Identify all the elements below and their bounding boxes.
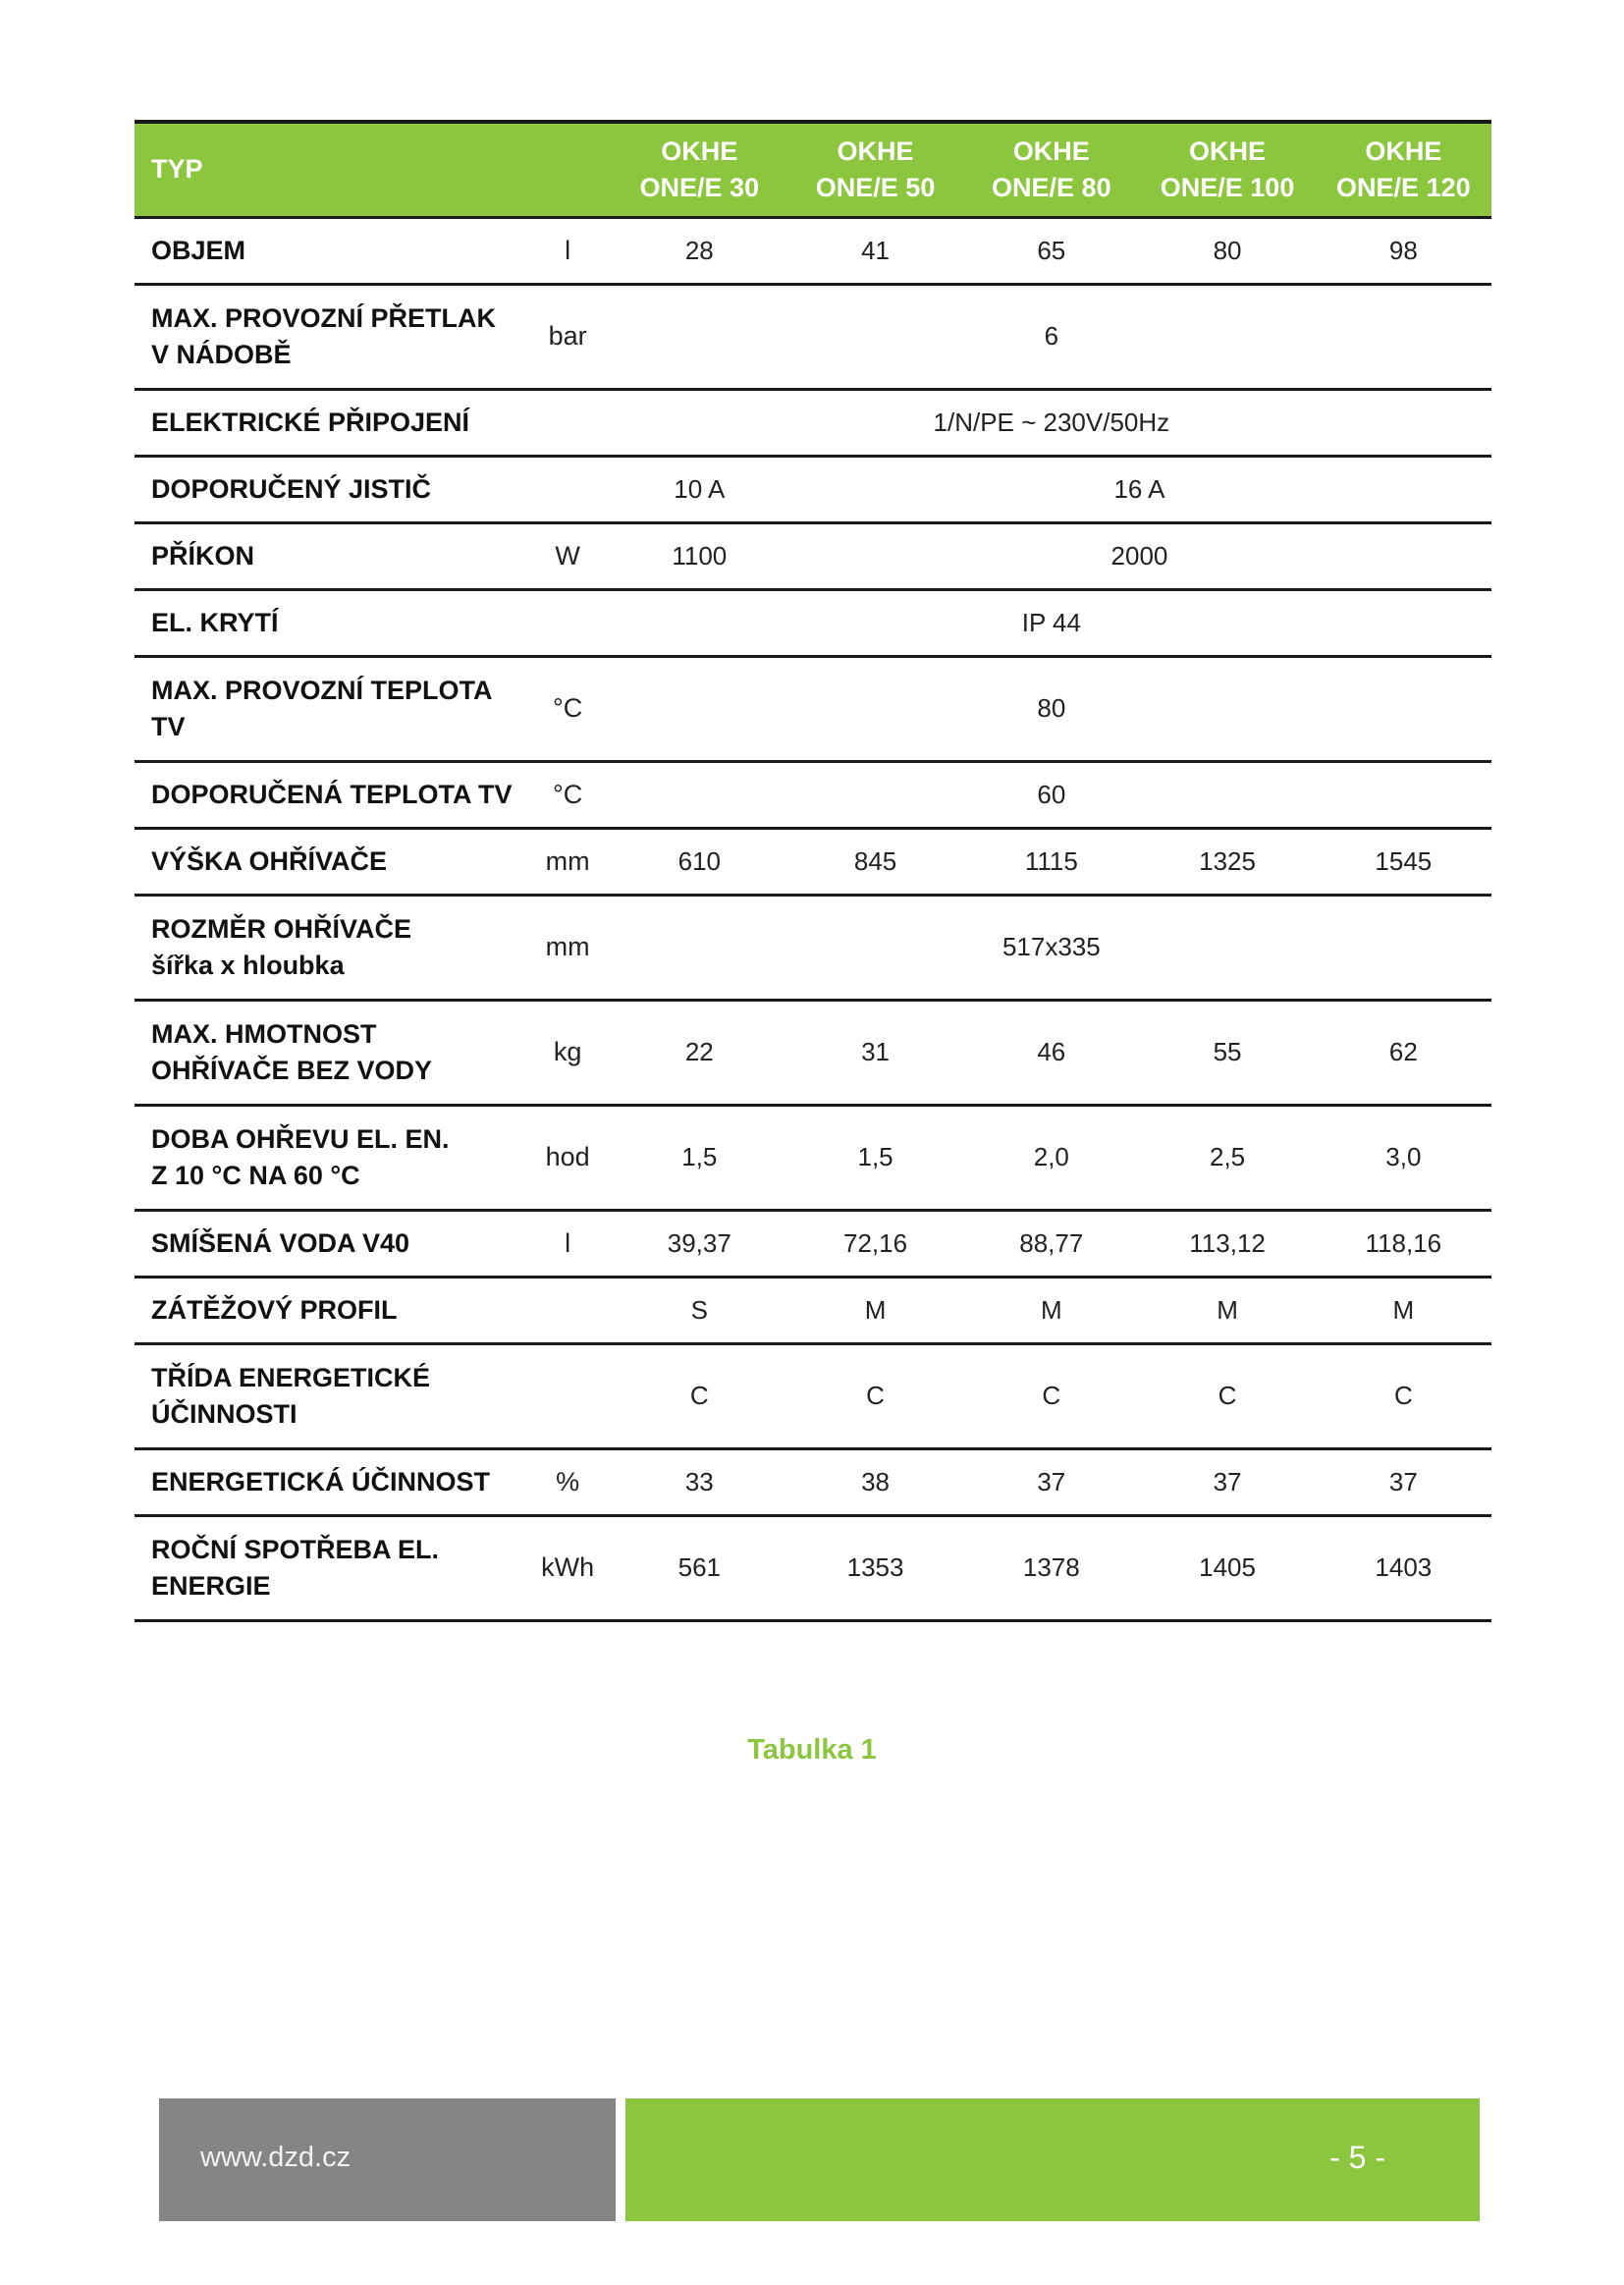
row-unit: mm [545, 932, 590, 961]
row-unit: °C [552, 779, 583, 809]
cell-value-merged: IP 44 [1021, 607, 1081, 637]
cell-value: 1405 [1199, 1552, 1256, 1582]
row-unit: % [556, 1466, 580, 1496]
header-unit [524, 122, 612, 217]
row-label: DOPORUČENÝ JISTIČ [151, 473, 432, 504]
cell-value: M [1392, 1294, 1415, 1325]
cell-value: C [1393, 1381, 1413, 1410]
cell-value: 72,16 [843, 1227, 908, 1258]
table-header-row [135, 122, 1491, 217]
header-model: OKHE ONE/E 50 [815, 136, 936, 202]
cell-value: 2,5 [1209, 1142, 1246, 1171]
table-row-ucinnost [135, 1448, 1491, 1515]
row-label: MAX. PROVOZNÍ PŘETLAK V NÁDOBĚ [151, 302, 497, 369]
cell-value-merged: 16 A [1113, 473, 1165, 504]
cell-value-merged: 2000 [1110, 540, 1168, 571]
table-row-spotreba [135, 1515, 1491, 1620]
row-unit: l [565, 235, 571, 265]
cell-value: 1353 [846, 1552, 904, 1582]
page-number: - 5 - [1329, 2140, 1385, 2175]
row-label: ELEKTRICKÉ PŘIPOJENÍ [151, 407, 470, 437]
row-unit: mm [545, 845, 590, 876]
header-model: OKHE ONE/E 30 [639, 136, 760, 202]
table-row-kryti [135, 589, 1491, 656]
cell-value-merged: 517x335 [1001, 932, 1101, 961]
cell-value: 46 [1037, 1037, 1066, 1066]
table-row-profil [135, 1277, 1491, 1343]
row-unit [524, 1343, 612, 1448]
cell-value-merged: 80 [1037, 693, 1066, 723]
cell-value: C [866, 1381, 885, 1410]
row-label: MAX. HMOTNOST OHŘÍVAČE BEZ VODY [151, 1018, 433, 1085]
cell-value: 2,0 [1033, 1142, 1069, 1171]
row-label: TŘÍDA ENERGETICKÉ ÚČINNOSTI [151, 1362, 431, 1429]
header-model: OKHE ONE/E 100 [1160, 136, 1295, 202]
row-unit [524, 456, 612, 522]
cell-value: 113,12 [1189, 1227, 1266, 1258]
footer-left-panel [159, 2098, 616, 2221]
cell-value: 33 [684, 1466, 714, 1496]
cell-value: M [1217, 1294, 1238, 1325]
cell-value: 98 [1388, 235, 1418, 265]
table-row-pripojeni [135, 389, 1491, 456]
row-label: ENERGETICKÁ ÚČINNOST [151, 1466, 491, 1496]
cell-value: 31 [861, 1037, 891, 1066]
cell-value: 37 [1388, 1466, 1418, 1496]
cell-value: 62 [1388, 1037, 1418, 1066]
row-label: OBJEM [151, 235, 246, 265]
row-label: DOBA OHŘEVU EL. EN. Z 10 °C NA 60 °C [151, 1123, 450, 1190]
header-typ: TYP [151, 154, 203, 185]
cell-value: 1,5 [857, 1142, 893, 1171]
row-label: PŘÍKON [151, 540, 255, 571]
row-unit: l [565, 1227, 571, 1258]
row-unit: kWh [541, 1552, 595, 1582]
row-label: VÝŠKA OHŘÍVAČE [151, 845, 388, 876]
cell-value: S [690, 1294, 708, 1325]
cell-value: 845 [853, 845, 897, 876]
cell-value: 37 [1213, 1466, 1242, 1496]
cell-value: 561 [677, 1552, 721, 1582]
table-row-max-teplota [135, 656, 1491, 761]
row-label: EL. KRYTÍ [151, 607, 279, 637]
row-unit: hod [545, 1142, 590, 1171]
cell-value: 41 [861, 235, 891, 265]
cell-value-merged: 1/N/PE ~ 230V/50Hz [933, 407, 1170, 437]
row-unit: bar [548, 321, 587, 351]
table-row-ohrev [135, 1105, 1491, 1210]
cell-value-merged: 60 [1037, 779, 1066, 809]
row-label: ROZMĚR OHŘÍVAČE šířka x hloubka [151, 913, 412, 980]
row-label: DOPORUČENÁ TEPLOTA TV [151, 779, 513, 809]
table-row-v40 [135, 1210, 1491, 1277]
cell-value: 1,5 [681, 1142, 718, 1171]
cell-value: 39,37 [667, 1227, 731, 1258]
row-label: SMÍŠENÁ VODA V40 [151, 1227, 410, 1258]
cell-value: 55 [1213, 1037, 1242, 1066]
cell-value: 80 [1213, 235, 1242, 265]
table-caption: Tabulka 1 [747, 1734, 877, 1766]
row-label: ZÁTĚŽOVÝ PROFIL [151, 1294, 398, 1325]
row-label: ROČNÍ SPOTŘEBA EL. ENERGIE [151, 1534, 440, 1601]
row-unit: W [555, 540, 580, 571]
table-row-objem [135, 217, 1491, 284]
cell-value: 3,0 [1385, 1142, 1422, 1171]
cell-value: 22 [684, 1037, 714, 1066]
footer-right-panel [625, 2098, 1480, 2221]
table-row-hmotnost [135, 1000, 1491, 1105]
cell-value: 10 A [674, 473, 726, 504]
cell-value-merged: 6 [1044, 321, 1059, 351]
cell-value: 1378 [1022, 1552, 1080, 1582]
cell-value: 1545 [1375, 845, 1433, 876]
cell-value: 1403 [1375, 1552, 1433, 1582]
table-row-pretlak [135, 284, 1491, 389]
row-unit [524, 389, 612, 456]
cell-value: 28 [684, 235, 714, 265]
row-unit: °C [552, 693, 583, 723]
cell-value: M [1040, 1294, 1062, 1325]
table-row-jistic [135, 456, 1491, 522]
table-row-trida [135, 1343, 1491, 1448]
row-unit [524, 1277, 612, 1343]
cell-value: 1115 [1024, 845, 1078, 876]
cell-value: 1325 [1199, 845, 1256, 876]
footer-url-link[interactable]: www.dzd.cz [200, 2142, 352, 2173]
row-unit [524, 589, 612, 656]
cell-value: 65 [1037, 235, 1066, 265]
cell-value: 88,77 [1019, 1227, 1084, 1258]
row-unit: kg [553, 1037, 582, 1066]
cell-value: 37 [1037, 1466, 1066, 1496]
cell-value: 38 [861, 1466, 891, 1496]
cell-value: 118,16 [1365, 1227, 1442, 1258]
cell-value: 610 [677, 845, 721, 876]
cell-value: M [864, 1294, 887, 1325]
table-row-rozmer [135, 895, 1491, 1000]
table-row-vyska [135, 828, 1491, 895]
cell-value: C [1042, 1381, 1061, 1410]
header-model: OKHE ONE/E 120 [1336, 136, 1471, 202]
table-row-dop-teplota [135, 761, 1491, 828]
header-model: OKHE ONE/E 80 [992, 136, 1111, 202]
row-label: MAX. PROVOZNÍ TEPLOTA TV [151, 675, 493, 741]
cell-value: C [1218, 1381, 1237, 1410]
cell-value: C [689, 1381, 709, 1410]
spec-table [135, 120, 1491, 1622]
cell-value: 1100 [672, 540, 728, 571]
table-row-prikon [135, 522, 1491, 589]
